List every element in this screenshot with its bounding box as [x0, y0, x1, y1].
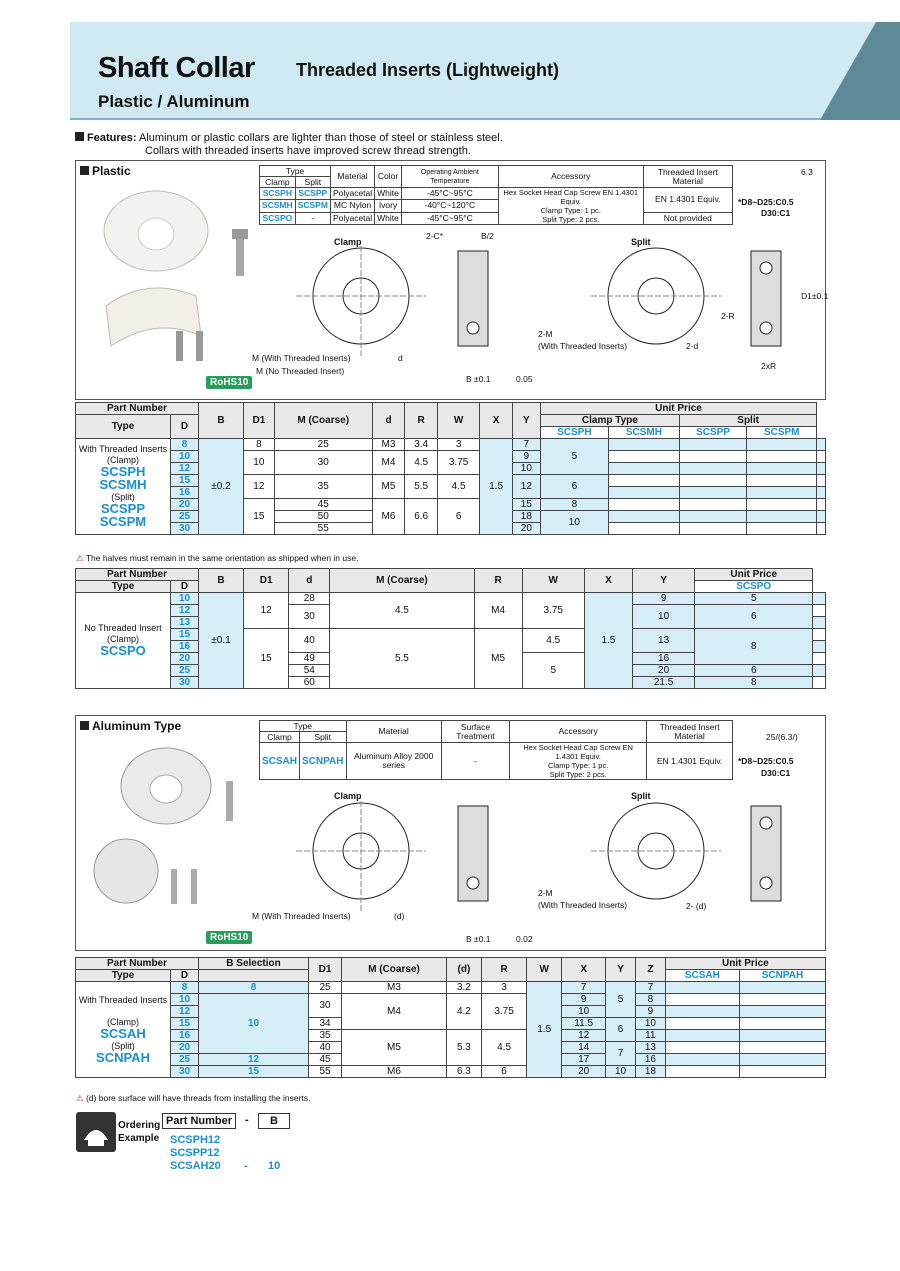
- type-cell: With Threaded Inserts (Clamp) SCSAH (Split) SCNPAH: [76, 982, 171, 1078]
- bullet-square-icon: [75, 132, 84, 141]
- aluminum-spec-table: Type Material Surface Treatment Accessory Threaded Insert Material Clamp Split SCSAH SCNPAH Aluminum Alloy 2000 series - Hex Socket Head Cap Screw EN 1.4301 Equiv. Clamp Type: 1 pc. Split Type: 2 pcs. EN 1.4301 Equiv.: [259, 720, 733, 780]
- clamp-drawing-label: Clamp: [334, 791, 362, 801]
- chamfer-note: *D8~D25:C0.5: [738, 197, 794, 207]
- callout-d1: D1±0.1: [801, 291, 829, 301]
- callout-2d: 2-d: [686, 341, 699, 351]
- callout-2m-sub: (With Threaded Inserts): [538, 900, 628, 910]
- aluminum-panel: [75, 715, 826, 951]
- callout-2m: 2-M: [538, 888, 553, 898]
- ordering-dash: -: [245, 1114, 249, 1126]
- rohs-badge: RoHS10: [206, 931, 252, 944]
- aluminum-table: Part Number B Selection D1 M (Coarse) (d) R W X Y Z Unit Price Type D SCSAH SCNPAH With Threaded Inserts (Clamp) SCSAH (Split) SCNPAH 8 8 25 M3 3.2 3 1.5 7 5 7 10 10 30 M4 4.2 3.75 9 8 12 10 9 15 34 11.5 6 10 16 35 M5 5.3 4.5 12 11 20 40 14 7 13 25 12 45 17 16 30 15 55 M6 6.3 6 20 10 18: [75, 957, 826, 1078]
- chamfer-note-2: D30:C1: [761, 208, 791, 218]
- plastic-no-insert-table: Part Number B D1 d M (Coarse) R W X Y Unit Price Type D SCSPO No Threaded Insert (Clamp) SCSPO 10 ±0.1 12 28 4.5 M4 3.75 1.5 9 5 12 30 10 6 13 15 15 40 5.5 M5 4.5 13 8 16 20 49 5 16 25 54 20 6 30 60 21.5 8: [75, 568, 826, 689]
- features-line-2: Collars with threaded inserts have improved screw thread strength.: [145, 145, 471, 157]
- ordering-example-1: SCSPH12: [170, 1134, 221, 1146]
- bullet-square-icon: [80, 721, 89, 730]
- callout-m-no-insert: M (No Threaded Insert): [256, 366, 345, 376]
- callout-d: (d): [394, 911, 405, 921]
- ordering-example-3-b: 10: [268, 1160, 281, 1172]
- accessory-cell: Hex Socket Head Cap Screw EN 1.4301 Equiv. Clamp Type: 1 pc. Split Type: 2 pcs.: [510, 743, 647, 780]
- caution-icon: ⚠: [76, 1093, 84, 1103]
- page-subtitle: Threaded Inserts (Lightweight): [296, 60, 560, 80]
- callout-2c: 2-C*: [426, 231, 444, 241]
- clamp-drawing-label: Clamp: [334, 237, 362, 247]
- plastic-collar-photo: [86, 186, 251, 376]
- features-line-1: Aluminum or plastic collars are lighter than those of steel or stainless steel.: [138, 132, 503, 144]
- plastic-spec-table: Type Material Color Operating Ambient Temperature Accessory Threaded Insert Material Clamp Split SCSPH SCSPP Polyacetal White -45°C~95°C Hex Socket Head Cap Screw EN 1.4301 Equiv. Clamp Type: 1 pc. Split Type: 2 pcs. EN 1.4301 Equiv. SCSMH SCSPM MC Nylon Ivory -40°C~120°C SCSPO - Polyacetal White -45°C~95°C Not provided: [259, 165, 733, 225]
- rohs-badge: RoHS10: [206, 376, 252, 389]
- callout-2m-sub: (With Threaded Inserts): [538, 341, 628, 351]
- ordering-label: Ordering: [118, 1120, 161, 1131]
- callout-b2: B/2: [481, 231, 494, 241]
- callout-2m: 2-M: [538, 329, 553, 339]
- ordering-label-2: Example: [118, 1133, 160, 1144]
- callout-d: d: [398, 353, 403, 363]
- features-text: [75, 132, 503, 158]
- chamfer-note-2: D30:C1: [761, 768, 791, 778]
- chamfer-note: *D8~D25:C0.5: [738, 756, 794, 766]
- aluminum-collar-photo: [86, 741, 251, 931]
- plastic-panel: [75, 160, 829, 400]
- callout-b: B ±0.1: [466, 374, 491, 384]
- table3-note: ⚠ (d) bore surface will have threads from installing the inserts.: [76, 1093, 311, 1103]
- features-label: Features:: [87, 132, 137, 144]
- callout-2xr: 2xR: [761, 361, 777, 371]
- page-subtitle-material: Plastic / Aluminum: [98, 92, 250, 111]
- split-drawing-label: Split: [631, 791, 651, 801]
- roughness-mark: 25/(6.3/): [766, 732, 798, 742]
- callout-2d: 2- (d): [686, 901, 707, 911]
- ordering-example-dash: -: [244, 1160, 248, 1172]
- caution-icon: ⚠: [76, 553, 84, 563]
- plastic-title: Plastic: [80, 164, 131, 178]
- callout-2r: 2-R: [721, 311, 735, 321]
- ordering-b-box: B: [258, 1113, 290, 1129]
- aluminum-title: Aluminum Type: [80, 719, 181, 733]
- accessory-cell: Hex Socket Head Cap Screw EN 1.4301 Equiv. Clamp Type: 1 pc. Split Type: 2 pcs.: [498, 188, 643, 225]
- page-title: Shaft Collar: [98, 52, 255, 84]
- bullet-square-icon: [80, 166, 89, 175]
- phone-order-icon: [76, 1112, 116, 1152]
- callout-perpendicularity: 0.02: [516, 934, 533, 944]
- table1-note: ⚠ The halves must remain in the same orientation as shipped when in use.: [76, 553, 359, 563]
- ordering-part-number-box: Part Number: [162, 1113, 236, 1129]
- callout-perpendicularity: 0.05: [516, 374, 533, 384]
- type-cell: No Threaded Insert (Clamp) SCSPO: [76, 593, 171, 689]
- plastic-threaded-table: Part Number B D1 M (Coarse) d R W X Y Unit Price Type D Clamp Type Split SCSPH SCSMH SCSPP SCSPM With Threaded Inserts (Clamp) SCSPH SCSMH (Split) SCSPP SCSPM 8 ±0.2 8 25 M3 3.4 3 1.5 7 5 10 10 30 M4 4.5 3.75 9 12 10 15 12 35 M5 5.5 4.5 12 6 16 20 15 45 M6 6.6 6 15 8 25 50 18 10 30 55 20: [75, 402, 826, 535]
- callout-m-threaded: M (With Threaded Inserts): [252, 911, 351, 921]
- type-cell: With Threaded Inserts (Clamp) SCSPH SCSMH (Split) SCSPP SCSPM: [76, 439, 171, 535]
- ordering-example-3: SCSAH20: [170, 1160, 221, 1172]
- callout-m-threaded: M (With Threaded Inserts): [252, 353, 351, 363]
- ordering-example-2: SCSPP12: [170, 1147, 220, 1159]
- split-drawing-label: Split: [631, 237, 651, 247]
- roughness-mark: 6.3: [801, 167, 813, 177]
- callout-b: B ±0.1: [466, 934, 491, 944]
